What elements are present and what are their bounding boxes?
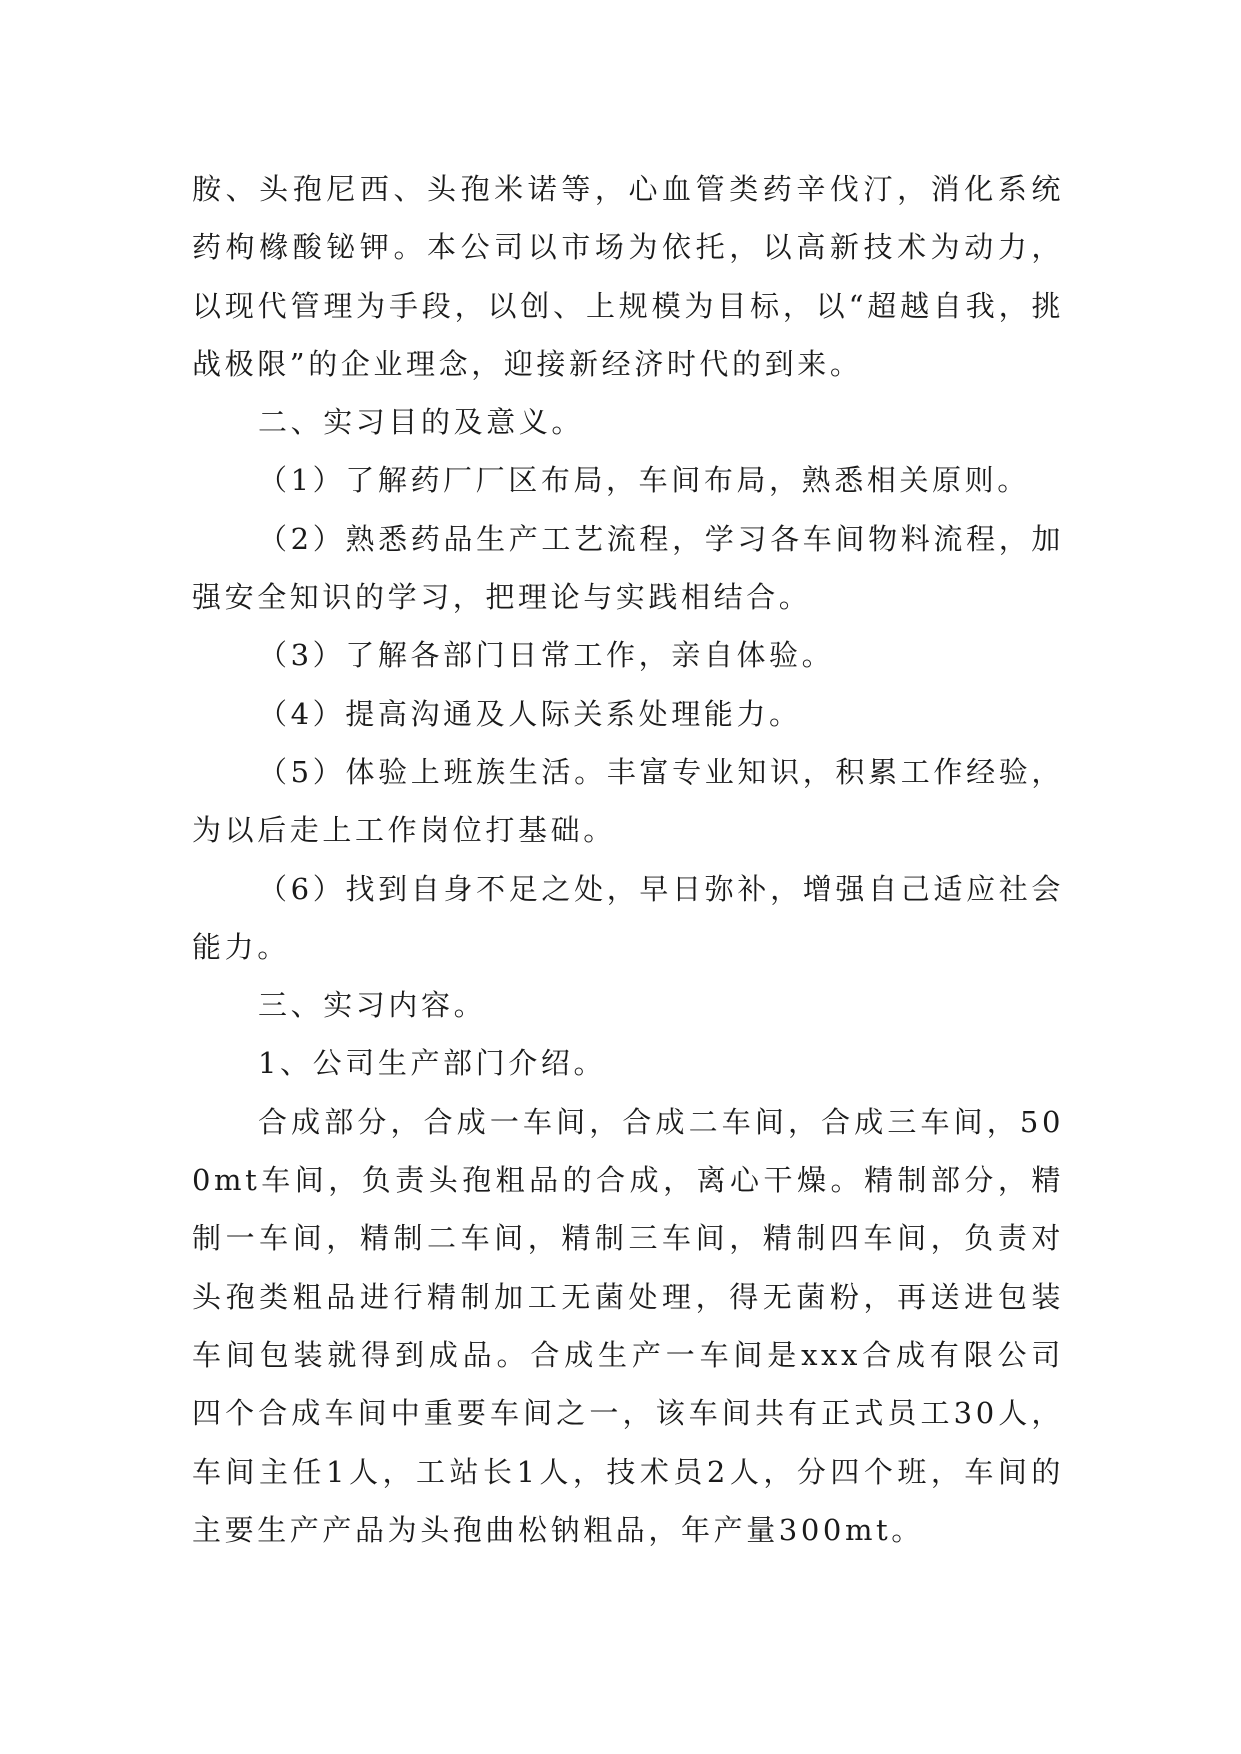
section-heading-purpose: 二、实习目的及意义。 — [258, 405, 585, 440]
list-item-purpose-5: （5）体验上班族生活。丰富专业知识，积累工作经验，为以后走上工作岗位打基础。 — [192, 754, 1064, 848]
subsection-heading-departments: 1、公司生产部门介绍。 — [258, 1046, 607, 1081]
list-item-purpose-3: （3）了解各部门日常工作，亲自体验。 — [258, 638, 835, 673]
document-body — [192, 160, 1064, 1559]
paragraph-departments-detail: 合成部分，合成一车间，合成二车间，合成三车间，500mt车间，负责头孢粗品的合成，离心干燥。精制部分，精制一车间，精制二车间，精制三车间，精制四车间，负责对头孢类粗品进行精制加工无菌处理，得无菌粉，再送进包装车间包装就得到成品。合成生产一车间是xxx合成有限公司四个合成车间中重要车间之一，该车间共有正式员工30人，车间主任1人，工站长1人，技术员2人，分四个班，车间的主要生产产品为头孢曲松钠粗品，年产量300mt。 — [192, 1104, 1064, 1547]
list-item-purpose-2: （2）熟悉药品生产工艺流程，学习各车间物料流程，加强安全知识的学习，把理论与实践相结合。 — [192, 521, 1064, 615]
paragraph-company-intro-continued: 胺、头孢尼西、头孢米诺等，心血管类药辛伐汀，消化系统药枸橼酸铋钾。本公司以市场为依托，以高新技术为动力，以现代管理为手段，以创、上规模为目标，以“超越自我，挑战极限”的企业理念，迎接新经济时代的到来。 — [192, 172, 1064, 381]
list-item-purpose-4: （4）提高沟通及人际关系处理能力。 — [258, 696, 802, 731]
section-heading-content: 三、实习内容。 — [258, 988, 487, 1023]
list-item-purpose-1: （1）了解药厂厂区布局，车间布局，熟悉相关原则。 — [258, 463, 1030, 498]
list-item-purpose-6: （6）找到自身不足之处，早日弥补，增强自己适应社会能力。 — [192, 871, 1064, 964]
